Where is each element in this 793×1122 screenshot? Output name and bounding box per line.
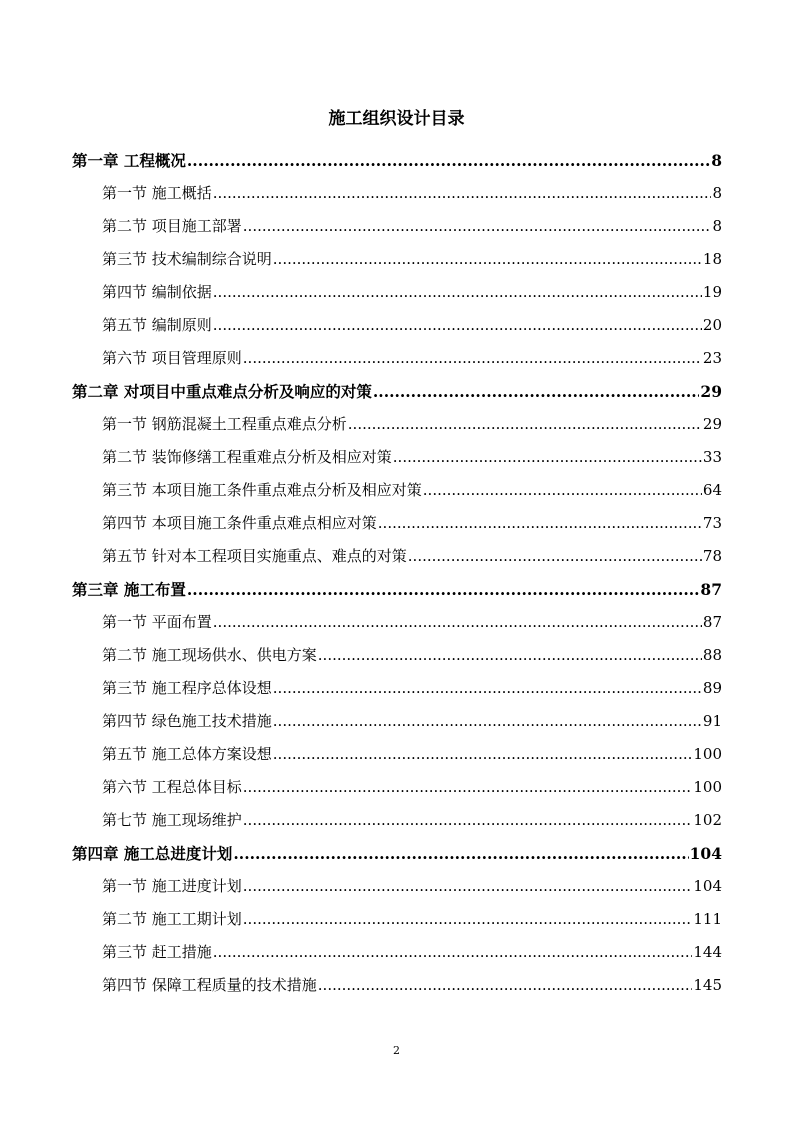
toc-section[interactable]: [72, 936, 722, 969]
toc-label: 第三章 施工布置: [72, 580, 186, 599]
dot-leader: [213, 936, 693, 969]
toc-label: 第四节 保障工程质量的技术措施: [102, 976, 317, 994]
toc-label: 第三节 本项目施工条件重点难点分析及相应对策: [102, 481, 422, 499]
toc-label: 第四节 绿色施工技术措施: [102, 712, 272, 730]
toc-label: 第二节 装饰修缮工程重难点分析及相应对策: [102, 448, 392, 466]
dot-leader: [273, 705, 702, 738]
dot-leader: [213, 177, 712, 210]
toc-page: 104: [693, 877, 722, 895]
toc-chapter-4[interactable]: [72, 837, 722, 870]
dot-leader: [243, 342, 702, 375]
dot-leader: [243, 870, 693, 903]
toc-page: 87: [702, 613, 722, 631]
dot-leader: [243, 210, 712, 243]
toc-label: 第二节 施工工期计划: [102, 910, 242, 928]
toc-section[interactable]: [72, 804, 722, 837]
toc-label: 第五节 编制原则: [102, 316, 212, 334]
toc-page: 145: [693, 976, 722, 994]
dot-leader: [423, 474, 702, 507]
toc-page: 111: [693, 910, 722, 928]
toc-page: 64: [702, 481, 722, 499]
dot-leader: [213, 276, 702, 309]
toc-section[interactable]: [72, 210, 722, 243]
toc-page: 20: [702, 316, 722, 334]
toc-section[interactable]: [72, 738, 722, 771]
toc-section[interactable]: [72, 969, 722, 1002]
dot-leader: [348, 408, 702, 441]
toc-label: 第一节 钢筋混凝土工程重点难点分析: [102, 415, 347, 433]
toc-section[interactable]: [72, 903, 722, 936]
toc-page: 29: [702, 415, 722, 433]
toc-label: 第七节 施工现场维护: [102, 811, 242, 829]
dot-leader: [187, 573, 700, 606]
dot-leader: [187, 144, 710, 177]
toc-page: 144: [693, 943, 722, 961]
toc-chapter-3[interactable]: [72, 573, 722, 606]
toc-page: 89: [702, 679, 722, 697]
toc-section[interactable]: [72, 705, 722, 738]
dot-leader: [213, 606, 702, 639]
toc-label: 第一节 施工概括: [102, 184, 212, 202]
toc-section[interactable]: [72, 507, 722, 540]
toc-section[interactable]: [72, 177, 722, 210]
toc-page: 23: [702, 349, 722, 367]
toc-label: 第三节 技术编制综合说明: [102, 250, 272, 268]
toc-page: 73: [702, 514, 722, 532]
toc-page: 8: [712, 217, 722, 235]
toc-section[interactable]: [72, 408, 722, 441]
toc-section[interactable]: [72, 771, 722, 804]
dot-leader: [273, 738, 693, 771]
toc-page: 8: [712, 184, 722, 202]
toc-page: 102: [693, 811, 722, 829]
toc-page: 87: [700, 580, 722, 599]
toc-label: 第一节 施工进度计划: [102, 877, 242, 895]
toc-page: 8: [711, 151, 722, 170]
dot-leader: [408, 540, 702, 573]
dot-leader: [373, 375, 700, 408]
toc-section[interactable]: [72, 672, 722, 705]
dot-leader: [378, 507, 702, 540]
toc-page: 91: [702, 712, 722, 730]
toc-chapter-2[interactable]: [72, 375, 722, 408]
toc-section[interactable]: [72, 342, 722, 375]
toc-page: 19: [702, 283, 722, 301]
toc-label: 第二节 施工现场供水、供电方案: [102, 646, 317, 664]
dot-leader: [318, 639, 702, 672]
dot-leader: [273, 243, 702, 276]
toc-section[interactable]: [72, 441, 722, 474]
toc-page: 88: [702, 646, 722, 664]
toc-label: 第四节 编制依据: [102, 283, 212, 301]
dot-leader: [233, 837, 688, 870]
toc-section[interactable]: [72, 540, 722, 573]
dot-leader: [243, 804, 693, 837]
toc-page: 78: [702, 547, 722, 565]
toc-page: 29: [700, 382, 722, 401]
dot-leader: [273, 672, 702, 705]
toc-section[interactable]: [72, 309, 722, 342]
toc-label: 第五节 针对本工程项目实施重点、难点的对策: [102, 547, 407, 565]
toc-page: 100: [693, 745, 722, 763]
toc-chapter-1[interactable]: [72, 144, 722, 177]
toc-label: 第三节 施工程序总体设想: [102, 679, 272, 697]
toc-label: 第一节 平面布置: [102, 613, 212, 631]
toc-label: 第六节 工程总体目标: [102, 778, 242, 796]
toc-label: 第五节 施工总体方案设想: [102, 745, 272, 763]
toc-section[interactable]: [72, 474, 722, 507]
toc-page: 33: [702, 448, 722, 466]
toc-page: 100: [693, 778, 722, 796]
dot-leader: [243, 903, 693, 936]
dot-leader: [213, 309, 702, 342]
document-title: 施工组织设计目录: [328, 109, 465, 129]
toc-page: 18: [702, 250, 722, 268]
toc-label: 第四章 施工总进度计划: [72, 844, 233, 863]
toc-label: 第三节 赶工措施: [102, 943, 212, 961]
toc-label: 第四节 本项目施工条件重点难点相应对策: [102, 514, 377, 532]
table-of-contents: [72, 144, 722, 1002]
toc-page: 104: [689, 844, 722, 863]
page-number: 2: [393, 1044, 400, 1057]
toc-section[interactable]: [72, 870, 722, 903]
toc-section[interactable]: [72, 606, 722, 639]
dot-leader: [318, 969, 693, 1002]
toc-section[interactable]: [72, 276, 722, 309]
toc-section[interactable]: [72, 639, 722, 672]
toc-label: 第一章 工程概况: [72, 151, 186, 170]
toc-section[interactable]: [72, 243, 722, 276]
dot-leader: [243, 771, 693, 804]
dot-leader: [393, 441, 702, 474]
toc-label: 第二节 项目施工部署: [102, 217, 242, 235]
toc-label: 第六节 项目管理原则: [102, 349, 242, 367]
toc-label: 第二章 对项目中重点难点分析及响应的对策: [72, 382, 372, 401]
